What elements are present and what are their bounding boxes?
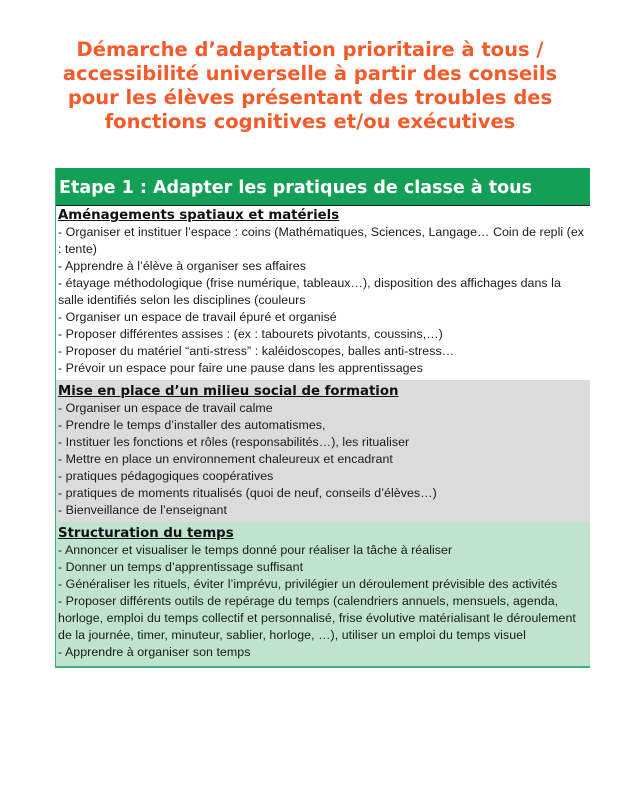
list-item: - étayage méthodologique (frise numérique, tableaux…), disposition des affichages dans la salle identifiés selon les disciplines (couleurs — [58, 276, 561, 307]
list-item: - Proposer différentes assises : (ex : tabourets pivotants, coussins,…) — [58, 327, 443, 341]
list-item: - Généraliser les rituels, éviter l’imprévu, privilégier un déroulement prévisible des activités — [58, 577, 558, 591]
steps-table — [55, 168, 590, 668]
step-header: Etape 1 : Adapter les pratiques de classe à tous — [56, 168, 590, 205]
list-item: - Bienveillance de l’enseignant — [58, 503, 227, 517]
list-item: - Mettre en place un environnement chaleureux et encadrant — [58, 452, 393, 466]
section-spatial-material — [56, 205, 590, 380]
list-item: - Apprendre à organiser son temps — [58, 645, 251, 659]
list-item: - Proposer différents outils de repérage du temps (calendriers annuels, mensuels, agenda, horloge, emploi du temps collectif et personnalisé, frise évolutive matérialisant le déroulement de la journée, timer, minuteur, sablier, horloge, …), utiliser un emploi du temps visuel — [58, 594, 576, 642]
list-item: - Instituer les fonctions et rôles (responsabilités…), les ritualiser — [58, 435, 410, 449]
section-social-environment — [56, 380, 590, 522]
list-item: - Donner un temps d’apprentissage suffisant — [58, 560, 304, 574]
section-title: Aménagements spatiaux et matériels — [58, 208, 340, 223]
list-item: - pratiques de moments ritualisés (quoi de neuf, conseils d’élèves…) — [58, 486, 437, 500]
section-title: Structuration du temps — [58, 526, 234, 541]
list-item: - Organiser un espace de travail calme — [58, 401, 273, 415]
list-item: - Apprendre à l’élève à organiser ses affaires — [58, 259, 306, 273]
section-time-structuring — [56, 522, 590, 668]
list-item: - Prendre le temps d’installer des automatismes, — [58, 418, 326, 432]
list-item: - Organiser un espace de travail épuré et organisé — [58, 310, 337, 324]
list-item: - Annoncer et visualiser le temps donné pour réaliser la tâche à réaliser — [58, 543, 453, 557]
list-item: - Proposer du matériel “anti-stress” : kaléidoscopes, balles anti-stress… — [58, 344, 455, 358]
title-line: Démarche d’adaptation prioritaire à tous / — [76, 38, 544, 61]
title-line: fonctions cognitives et/ou exécutives — [104, 110, 516, 133]
list-item: - Prévoir un espace pour faire une pause dans les apprentissages — [58, 361, 423, 375]
section-title: Mise en place d’un milieu social de formation — [58, 384, 399, 399]
list-item: - Organiser et instituer l’espace : coins (Mathématiques, Sciences, Langage… Coin de repli (ex : tente) — [58, 225, 585, 256]
list-item: - pratiques pédagogiques coopératives — [58, 469, 274, 483]
title-line: pour les élèves présentant des troubles des — [67, 86, 553, 109]
title-line: accessibilité universelle à partir des conseils — [62, 62, 558, 85]
document-title — [40, 38, 580, 134]
